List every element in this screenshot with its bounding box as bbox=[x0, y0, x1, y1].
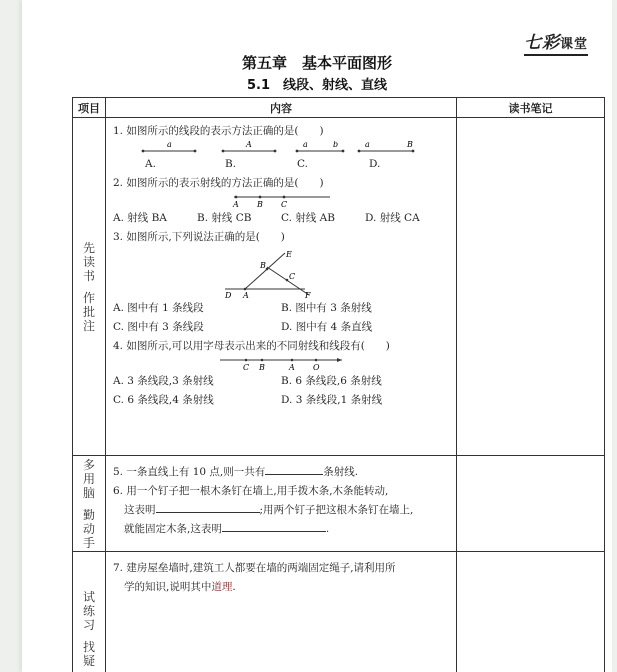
figure-q4 bbox=[216, 356, 346, 372]
options-q2 bbox=[113, 209, 448, 228]
study-table bbox=[72, 97, 605, 672]
option: A. bbox=[145, 158, 156, 170]
q6-blank-1[interactable] bbox=[156, 501, 260, 513]
table-header-row bbox=[73, 98, 605, 118]
fig-label: C bbox=[288, 272, 295, 281]
options-q4-row2 bbox=[113, 391, 448, 410]
option: C. 图中有 3 条线段 bbox=[113, 321, 204, 333]
content-exercise bbox=[106, 552, 457, 672]
fig-label: A bbox=[242, 291, 249, 299]
figure-q1 bbox=[131, 141, 431, 155]
fig-label: A bbox=[245, 141, 252, 149]
fig-label: a bbox=[302, 141, 308, 149]
table-row-read bbox=[73, 118, 605, 456]
side-char: 勤 bbox=[82, 507, 95, 522]
side-char: 练 bbox=[82, 604, 95, 618]
question-7-line1: 7. 建房屋垒墙时,建筑工人都要在墙的两端固定绳子,请利用所 bbox=[113, 562, 396, 574]
brand-logo bbox=[524, 28, 588, 53]
option: B. bbox=[225, 158, 237, 170]
option: A. 3 条线段,3 条射线 bbox=[113, 375, 214, 387]
fig-label: B bbox=[258, 363, 265, 372]
table-row-exercise bbox=[73, 552, 605, 672]
q5-text-a: 5. 一条直线上有 10 点,则一共有 bbox=[113, 466, 266, 478]
q6-text-d: 就能固定木条,这表明 bbox=[124, 523, 222, 535]
side-label-practice bbox=[73, 456, 106, 552]
option: B. 6 条线段,6 条射线 bbox=[281, 375, 382, 387]
q6-text-b: 这表明 bbox=[124, 504, 156, 516]
fig-label: C bbox=[280, 200, 287, 209]
question-2: 2. 如图所示的表示射线的方法正确的是( ) bbox=[113, 177, 324, 189]
fig-label: A bbox=[232, 200, 239, 209]
fig-label: O bbox=[312, 363, 320, 372]
option: D. bbox=[369, 158, 381, 170]
side-char: 读 bbox=[82, 254, 95, 269]
question-4: 4. 如图所示,可以用字母表示出来的不同射线和线段有( ) bbox=[113, 340, 390, 352]
document-page bbox=[22, 0, 612, 672]
q7-text-b: 学的知识,说明其中 bbox=[124, 581, 212, 593]
options-q3-row2 bbox=[113, 318, 448, 337]
content-practice bbox=[106, 456, 457, 552]
q7-text-d: . bbox=[232, 581, 236, 593]
fig-label: A bbox=[288, 363, 295, 372]
fig-label: F bbox=[304, 291, 311, 299]
header-content: 内容 bbox=[106, 98, 457, 118]
brand-logo-main: 七彩 bbox=[523, 33, 560, 53]
fig-label: b bbox=[332, 141, 338, 149]
side-char: 试 bbox=[82, 590, 95, 604]
option: C. 射线 AB bbox=[281, 212, 335, 224]
q6-blank-2[interactable] bbox=[222, 520, 326, 532]
figure-q3 bbox=[221, 247, 341, 299]
q7-text-highlight: 道理 bbox=[211, 581, 233, 593]
side-char: 多 bbox=[82, 457, 95, 472]
question-7-line2 bbox=[113, 578, 448, 597]
side-label-exercise bbox=[73, 552, 106, 672]
question-6-line1: 6. 用一个钉子把一根木条钉在墙上,用手拨木条,木条能转动, bbox=[113, 485, 389, 497]
table-row-practice bbox=[73, 456, 605, 552]
option: A. 图中有 1 条线段 bbox=[113, 302, 204, 314]
side-label-read bbox=[73, 118, 106, 456]
q5-text-b: 条射线. bbox=[323, 466, 359, 478]
option: B. 射线 CB bbox=[197, 212, 252, 224]
side-char: 习 bbox=[82, 618, 95, 632]
question-3: 3. 如图所示,下列说法正确的是( ) bbox=[113, 231, 285, 243]
fig-label: E bbox=[285, 250, 292, 259]
q5-blank[interactable] bbox=[265, 463, 323, 475]
figure-q2 bbox=[226, 193, 336, 209]
question-6-line2 bbox=[113, 501, 448, 520]
header-notes: 读书笔记 bbox=[457, 98, 605, 118]
options-q4-row1 bbox=[113, 372, 448, 391]
content-read bbox=[106, 118, 457, 456]
fig-label: B bbox=[406, 141, 413, 149]
fig-label: B bbox=[256, 200, 263, 209]
side-char: 找 bbox=[82, 640, 95, 654]
options-q3-row1 bbox=[113, 299, 448, 318]
brand-logo-sub: 课堂 bbox=[559, 37, 588, 52]
fig-label: D bbox=[224, 291, 231, 299]
side-char: 注 bbox=[82, 318, 95, 333]
option: C. bbox=[297, 158, 308, 170]
section-title: 5.1 线段、射线、直线 bbox=[246, 78, 388, 93]
option: D. 图中有 4 条直线 bbox=[281, 321, 373, 333]
side-char: 批 bbox=[82, 304, 95, 319]
header-item: 项目 bbox=[73, 98, 106, 118]
side-char: 先 bbox=[82, 240, 95, 255]
notes-exercise bbox=[457, 552, 605, 672]
option: A. 射线 BA bbox=[113, 212, 167, 224]
side-char: 用 bbox=[82, 471, 95, 486]
fig-label: B bbox=[259, 261, 266, 270]
chapter-title: 第五章 基本平面图形 bbox=[241, 54, 392, 72]
fig-label: a bbox=[166, 141, 172, 149]
question-5 bbox=[113, 463, 448, 482]
q6-text-e: . bbox=[325, 523, 330, 535]
side-char: 动 bbox=[82, 521, 95, 536]
options-q1 bbox=[113, 155, 448, 174]
notes-read bbox=[457, 118, 605, 456]
option: C. 6 条线段,4 条射线 bbox=[113, 394, 214, 406]
fig-label: C bbox=[242, 363, 249, 372]
question-1: 1. 如图所示的线段的表示方法正确的是( ) bbox=[113, 125, 324, 137]
side-char: 脑 bbox=[82, 485, 95, 500]
side-char: 作 bbox=[82, 290, 95, 305]
option: D. 3 条线段,1 条射线 bbox=[281, 394, 383, 406]
side-char: 疑 bbox=[82, 654, 95, 668]
notes-practice bbox=[457, 456, 605, 552]
question-6-line3 bbox=[113, 520, 448, 539]
option: D. 射线 CA bbox=[365, 212, 420, 224]
q6-text-c: ;用两个钉子把这根木条钉在墙上, bbox=[259, 504, 414, 516]
side-char: 手 bbox=[82, 535, 95, 550]
option: B. 图中有 3 条射线 bbox=[281, 302, 372, 314]
side-char: 书 bbox=[82, 268, 95, 283]
fig-label: a bbox=[364, 141, 370, 149]
